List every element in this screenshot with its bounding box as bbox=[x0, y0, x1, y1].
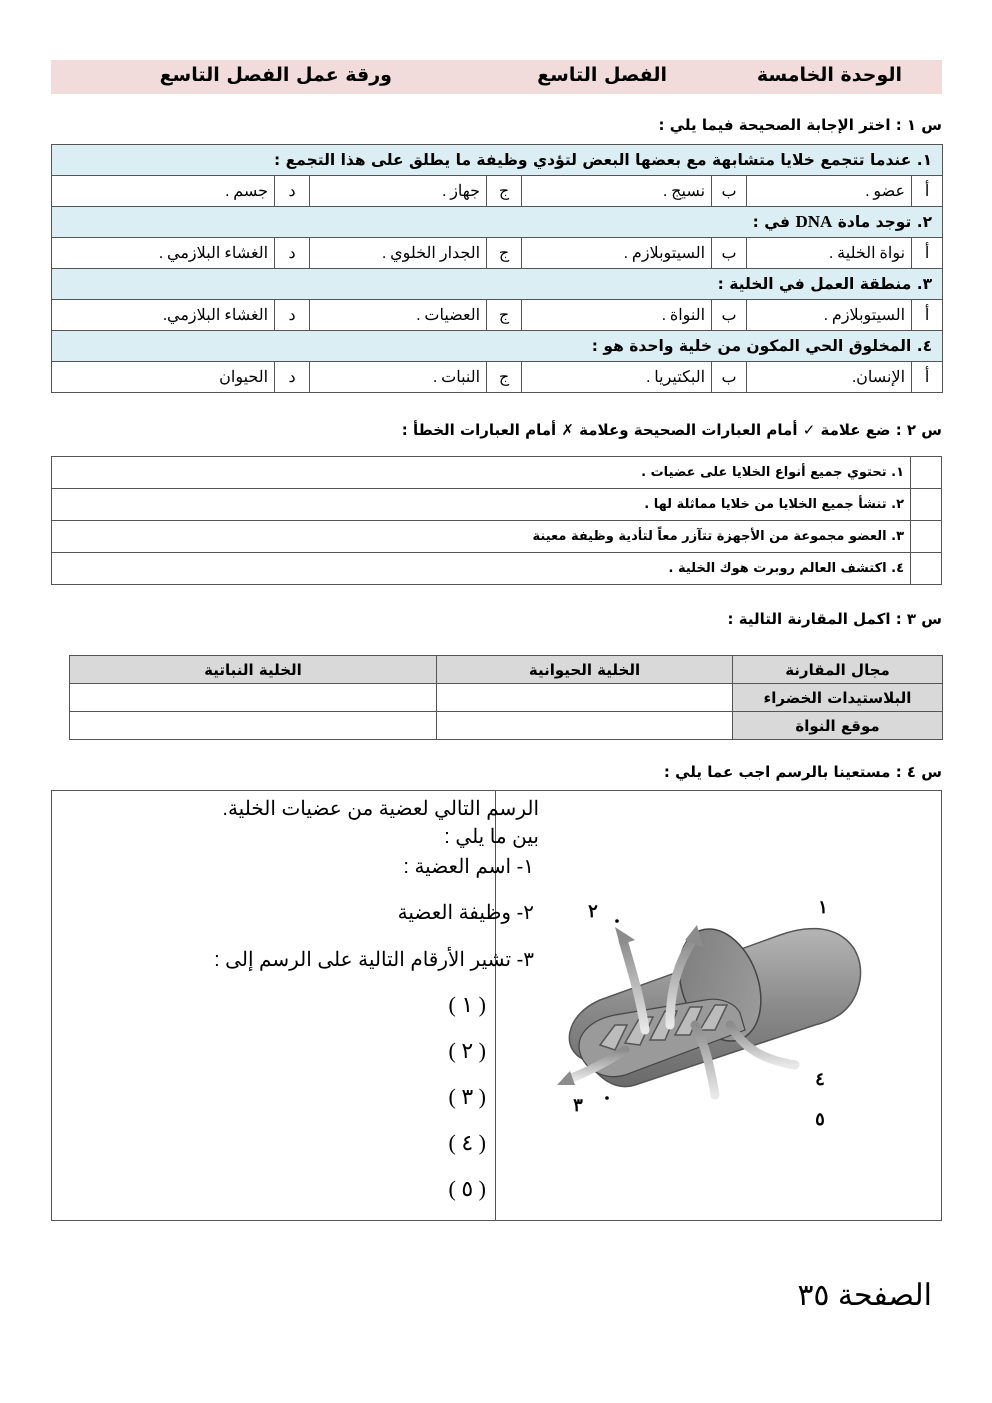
q4-sub1: ١- اسم العضية : bbox=[403, 856, 534, 878]
true-false-table bbox=[51, 456, 942, 585]
diagram-label-1: ١ bbox=[818, 897, 828, 917]
mcq-options-row bbox=[52, 300, 943, 331]
option-text[interactable]: البكتيريا . bbox=[522, 362, 712, 393]
option-text[interactable]: عضو . bbox=[747, 176, 912, 207]
chapter-title: الفصل التاسع bbox=[537, 64, 667, 86]
option-letter: أ bbox=[912, 362, 943, 393]
tf-statement: ٢. تنشأ جميع الخلايا من خلايا مماثلة لها . bbox=[52, 489, 911, 521]
mcq-options-row bbox=[52, 238, 943, 269]
mcq-table bbox=[51, 144, 943, 393]
option-letter: أ bbox=[912, 176, 943, 207]
option-letter: أ bbox=[912, 300, 943, 331]
option-text[interactable]: السيتوبلازم . bbox=[747, 300, 912, 331]
option-text[interactable]: جسم . bbox=[52, 176, 275, 207]
col-header-plant: الخلية النباتية bbox=[70, 656, 437, 684]
dna-term: DNA bbox=[795, 212, 833, 231]
mcq-question-4: ٤. المخلوق الحي المكون من خلية واحدة هو : bbox=[52, 331, 943, 362]
q3-title: س ٣ : اكمل المقارنة التالية : bbox=[727, 610, 942, 628]
mcq-options-row bbox=[52, 176, 943, 207]
option-text[interactable]: الجدار الخلوي . bbox=[310, 238, 487, 269]
q4-sub2: ٢- وظيفة العضية bbox=[397, 902, 534, 924]
mcq-question-row bbox=[52, 331, 943, 362]
option-text[interactable]: نواة الخلية . bbox=[747, 238, 912, 269]
plant-cell-input[interactable] bbox=[70, 684, 437, 712]
comparison-row bbox=[70, 712, 943, 740]
option-letter: ب bbox=[712, 300, 747, 331]
option-text[interactable]: النواة . bbox=[522, 300, 712, 331]
col-header-animal: الخلية الحيوانية bbox=[437, 656, 733, 684]
option-text[interactable]: نسيج . bbox=[522, 176, 712, 207]
option-letter: أ bbox=[912, 238, 943, 269]
mitochondrion-diagram-icon bbox=[545, 885, 865, 1130]
unit-title: الوحدة الخامسة bbox=[756, 64, 902, 86]
mcq-question-row bbox=[52, 207, 943, 238]
answer-box[interactable] bbox=[911, 489, 942, 521]
comparison-table bbox=[69, 655, 943, 740]
header-band bbox=[51, 60, 942, 94]
option-letter: ب bbox=[712, 176, 747, 207]
tf-row bbox=[52, 553, 942, 585]
animal-cell-input[interactable] bbox=[437, 712, 733, 740]
tf-statement: ١. تحتوي جميع أنواع الخلايا على عضيات . bbox=[52, 457, 911, 489]
mcq-question-row bbox=[52, 145, 943, 176]
option-letter: ب bbox=[712, 238, 747, 269]
option-text[interactable]: الغشاء البلازمي. bbox=[52, 300, 275, 331]
question-suffix: في : bbox=[752, 213, 796, 231]
question-prefix: ٢. توجد مادة bbox=[832, 213, 933, 231]
diagram-label-3: ٣ bbox=[573, 1095, 583, 1115]
row-label: البلاستيدات الخضراء bbox=[733, 684, 943, 712]
q4-sub3: ٣- تشير الأرقام التالية على الرسم إلى : bbox=[214, 949, 534, 971]
option-letter: د bbox=[275, 300, 310, 331]
tf-statement: ٤. اكتشف العالم روبرت هوك الخلية . bbox=[52, 553, 911, 585]
mcq-question-row bbox=[52, 269, 943, 300]
answer-box[interactable] bbox=[911, 457, 942, 489]
tf-statement: ٣. العضو مجموعة من الأجهزة تتآزر معاً لتأدية وظيفة معينة bbox=[52, 521, 911, 553]
mcq-question-1: ١. عندما تتجمع خلايا متشابهة مع بعضها البعض لتؤدي وظيفة ما يطلق على هذا التجمع : bbox=[52, 145, 943, 176]
blank-4[interactable]: ( ٤ ) bbox=[448, 1130, 486, 1155]
tf-row bbox=[52, 457, 942, 489]
option-letter: ب bbox=[712, 362, 747, 393]
option-text[interactable]: الغشاء البلازمي . bbox=[52, 238, 275, 269]
col-header-field: مجال المقارنة bbox=[733, 656, 943, 684]
option-letter: ج bbox=[487, 300, 522, 331]
blank-3[interactable]: ( ٣ ) bbox=[448, 1084, 486, 1109]
blank-2[interactable]: ( ٢ ) bbox=[448, 1038, 486, 1063]
option-letter: د bbox=[275, 362, 310, 393]
option-text[interactable]: السيتوبلازم . bbox=[522, 238, 712, 269]
q1-title: س ١ : اختر الإجابة الصحيحة فيما يلي : bbox=[658, 116, 942, 134]
q4-title: س ٤ : مستعينا بالرسم اجب عما يلي : bbox=[663, 763, 942, 781]
diagram-label-4: ٤ bbox=[815, 1069, 825, 1089]
q2-title: س ٢ : ضع علامة ✓ أمام العبارات الصحيحة وعلامة ✗ أمام العبارات الخطأ : bbox=[401, 421, 942, 439]
comparison-row bbox=[70, 684, 943, 712]
plant-cell-input[interactable] bbox=[70, 712, 437, 740]
option-text[interactable]: الحيوان bbox=[52, 362, 275, 393]
option-letter: د bbox=[275, 176, 310, 207]
mcq-question-3: ٣. منطقة العمل في الخلية : bbox=[52, 269, 943, 300]
blank-5[interactable]: ( ٥ ) bbox=[448, 1176, 486, 1201]
tf-row bbox=[52, 489, 942, 521]
comparison-header-row bbox=[70, 656, 943, 684]
option-text[interactable]: العضيات . bbox=[310, 300, 487, 331]
page-number: الصفحة ٣٥ bbox=[797, 1279, 932, 1312]
diagram-label-5: ٥ bbox=[815, 1109, 825, 1129]
row-label: موقع النواة bbox=[733, 712, 943, 740]
option-text[interactable]: جهاز . bbox=[310, 176, 487, 207]
option-letter: ج bbox=[487, 362, 522, 393]
tf-row bbox=[52, 521, 942, 553]
option-text[interactable]: النبات . bbox=[310, 362, 487, 393]
answer-box[interactable] bbox=[911, 521, 942, 553]
option-letter: ج bbox=[487, 238, 522, 269]
diagram-label-2: ٢ bbox=[588, 901, 598, 921]
option-letter: ج bbox=[487, 176, 522, 207]
animal-cell-input[interactable] bbox=[437, 684, 733, 712]
mcq-options-row bbox=[52, 362, 943, 393]
blank-1[interactable]: ( ١ ) bbox=[448, 992, 486, 1017]
answer-box[interactable] bbox=[911, 553, 942, 585]
q4-prompt: بين ما يلي : bbox=[444, 826, 539, 848]
option-text[interactable]: الإنسان. bbox=[747, 362, 912, 393]
mcq-question-2 bbox=[52, 207, 943, 238]
option-letter: د bbox=[275, 238, 310, 269]
q4-intro: الرسم التالي لعضية من عضيات الخلية. bbox=[222, 798, 539, 820]
worksheet-title: ورقة عمل الفصل التاسع bbox=[159, 64, 392, 86]
